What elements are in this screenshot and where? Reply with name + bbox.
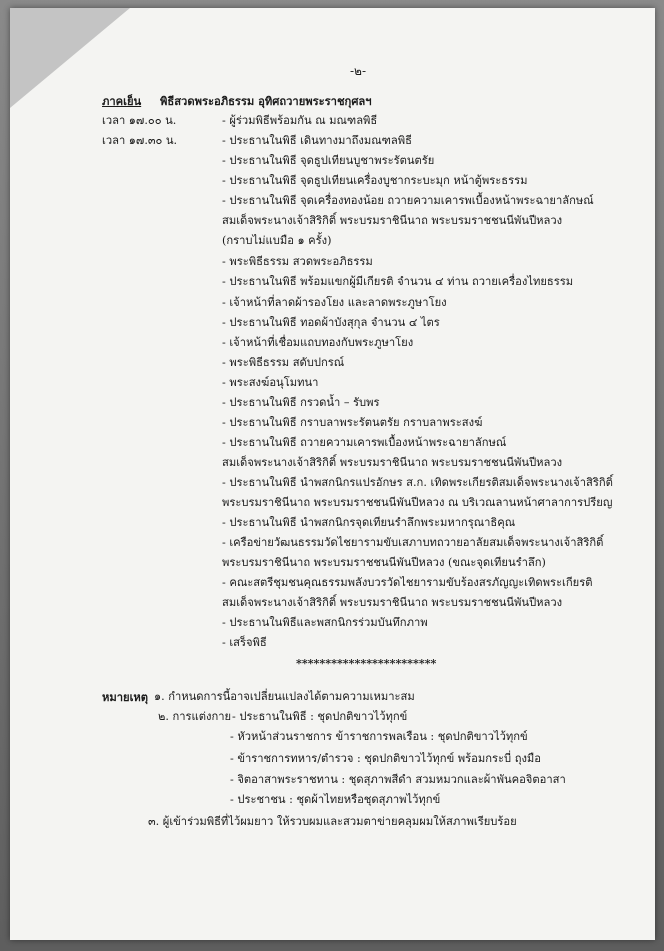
document-content [10, 8, 655, 940]
schedule-item: - เครือข่ายวัฒนธรรมวัดไชยารามขับเสภาบทถวายอาลัยสมเด็จพระนางเจ้าสิริกิติ์ [222, 536, 604, 549]
remark-item-2-label: ๒. การแต่งกาย [158, 710, 232, 723]
dress-code-item: - ประชาชน : ชุดผ้าไทยหรือชุดสุภาพไว้ทุกข์ [230, 793, 441, 806]
schedule-item: - ประธานในพิธี กราบลาพระรัตนตรัย กราบลาพระสงฆ์ [222, 416, 483, 429]
schedule-item: - พระพิธีธรรม สดับปกรณ์ [222, 356, 345, 369]
schedule-item: - พระพิธีธรรม สวดพระอภิธรรม [222, 255, 373, 268]
schedule-item: - ประธานในพิธี กรวดน้ำ – รับพร [222, 396, 380, 409]
schedule-item: - ประธานในพิธี ถวายความเคารพเบื้องหน้าพระฉายาลักษณ์ [222, 436, 507, 449]
schedule-item: - ประธานในพิธีและพสกนิกรร่วมบันทึกภาพ [222, 616, 428, 629]
schedule-item: สมเด็จพระนางเจ้าสิริกิติ์ พระบรมราชินีนาถ พระบรมราชชนนีพันปีหลวง [222, 214, 563, 227]
schedule-item: สมเด็จพระนางเจ้าสิริกิติ์ พระบรมราชินีนาถ พระบรมราชชนนีพันปีหลวง [222, 596, 563, 609]
schedule-item: (กราบไม่แบมือ ๑ ครั้ง) [222, 234, 332, 247]
page-number: -๒- [350, 64, 367, 78]
schedule-item: สมเด็จพระนางเจ้าสิริกิติ์ พระบรมราชินีนาถ พระบรมราชชนนีพันปีหลวง [222, 456, 563, 469]
section-label: ภาคเย็น [102, 94, 142, 108]
schedule-item: - คณะสตรีชุมชนคุณธรรมพลังบวรวัดไชยารามขับร้องสรภัญญะเทิดพระเกียรติ [222, 576, 593, 589]
schedule-item: - ประธานในพิธี ทอดผ้าบังสุกุล จำนวน ๔ ไตร [222, 316, 440, 329]
document-page [10, 8, 655, 940]
schedule-item: - ประธานในพิธี นำพสกนิกรแปรอักษร ส.ก. เทิดพระเกียรติสมเด็จพระนางเจ้าสิริกิติ์ [222, 476, 613, 489]
dress-code-item: - หัวหน้าส่วนราชการ ข้าราชการพลเรือน : ชุดปกติขาวไว้ทุกข์ [230, 730, 528, 743]
remarks-label: หมายเหตุ [102, 690, 149, 704]
schedule-item: - ประธานในพิธี เดินทางมาถึงมณฑลพิธี [222, 134, 412, 147]
schedule-item: - เจ้าหน้าที่ลาดผ้ารองโยง และลาดพระภูษาโยง [222, 296, 447, 309]
dress-code-item: - ประธานในพิธี : ชุดปกติขาวไว้ทุกข์ [232, 710, 408, 723]
schedule-item: - ประธานในพิธี พร้อมแขกผู้มีเกียรติ จำนวน ๔ ท่าน ถวายเครื่องไทยธรรม [222, 275, 574, 288]
remark-item-3: ๓. ผู้เข้าร่วมพิธีที่ไว้ผมยาว ให้รวบผมและสวมตาข่ายคลุมผมให้สภาพเรียบร้อย [148, 815, 517, 828]
schedule-item: พระบรมราชินีนาถ พระบรมราชชนนีพันปีหลวง ณ บริเวณลานหน้าศาลาการปรียญ [222, 496, 613, 509]
schedule-item: - ประธานในพิธี จุดเครื่องทองน้อย ถวายความเคารพเบื้องหน้าพระฉายาลักษณ์ [222, 194, 594, 207]
schedule-item: - ประธานในพิธี จุดธูปเทียนบูชาพระรัตนตรัย [222, 154, 435, 167]
dress-code-item: - จิตอาสาพระราชทาน : ชุดสุภาพสีดำ สวมหมวกและผ้าพันคอจิตอาสา [230, 773, 566, 786]
schedule-time: เวลา ๑๗.๓๐ น. [102, 134, 178, 147]
section-title: พิธีสวดพระอภิธรรม อุทิศถวายพระราชกุศลฯ [160, 94, 372, 108]
schedule-item: - ผู้ร่วมพิธีพร้อมกัน ณ มณฑลพิธี [222, 114, 378, 127]
schedule-item: - เสร็จพิธี [222, 636, 267, 649]
schedule-item: พระบรมราชินีนาถ พระบรมราชชนนีพันปีหลวง (ขณะจุดเทียนรำลึก) [222, 556, 546, 569]
separator-stars: ************************ [296, 656, 437, 670]
schedule-item: - ประธานในพิธี จุดธูปเทียนเครื่องบูชากระบะมุก หน้าตู้พระธรรม [222, 174, 528, 187]
schedule-item: - ประธานในพิธี นำพสกนิกรจุดเทียนรำลึกพระมหากรุณาธิคุณ [222, 516, 516, 529]
dress-code-item: - ข้าราชการทหาร/ตำรวจ : ชุดปกติขาวไว้ทุกข์ พร้อมกระบี่ ถุงมือ [230, 752, 542, 765]
remark-item-1: ๑. กำหนดการนี้อาจเปลี่ยนแปลงได้ตามความเหมาะสม [154, 690, 415, 703]
schedule-item: - เจ้าหน้าที่เชื่อมแถบทองกับพระภูษาโยง [222, 336, 414, 349]
schedule-item: - พระสงฆ์อนุโมทนา [222, 376, 319, 389]
schedule-time: เวลา ๑๗.๐๐ น. [102, 114, 177, 127]
